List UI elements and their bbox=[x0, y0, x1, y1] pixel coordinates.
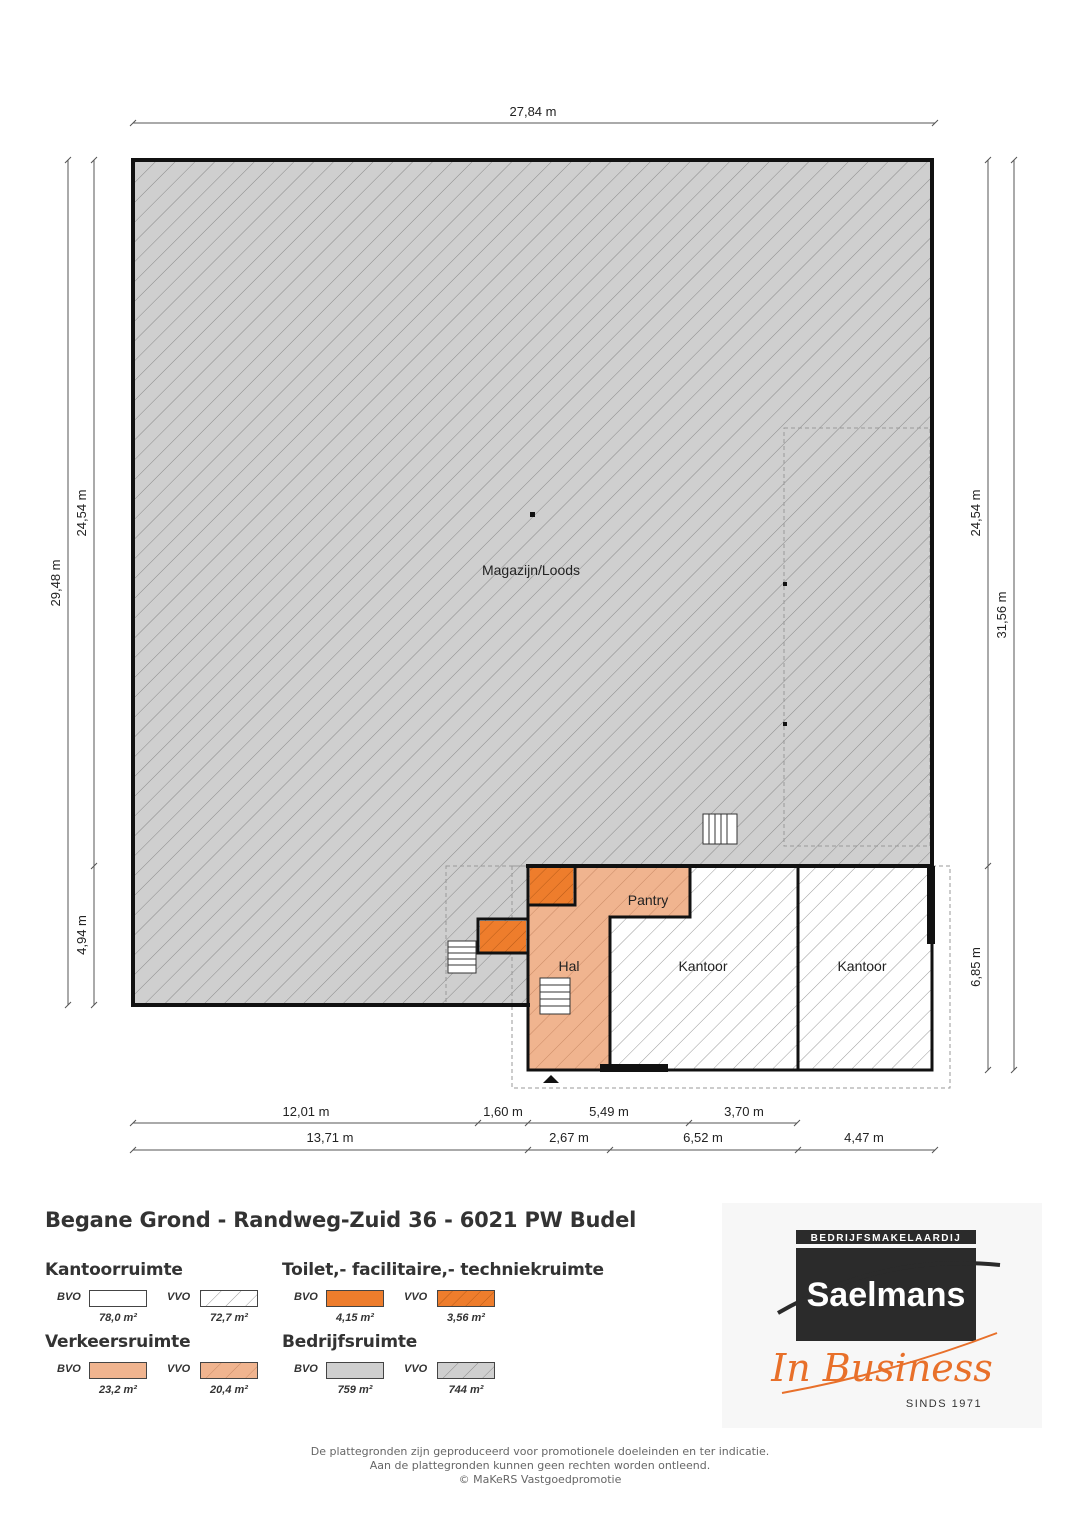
swatch-toilet-vvo bbox=[437, 1290, 495, 1307]
dim-right-upper: 24,54 m bbox=[968, 489, 983, 537]
bvo-value: 23,2 m² bbox=[99, 1384, 137, 1396]
legend-toilet bbox=[282, 1260, 604, 1332]
bvo-label: BVO bbox=[294, 1291, 318, 1303]
column-marker bbox=[530, 512, 535, 517]
swatch-traffic-bvo bbox=[89, 1362, 147, 1379]
logo-top-text: BEDRIJFSMAKELAARDIJ bbox=[810, 1233, 962, 1244]
bvo-value: 4,15 m² bbox=[336, 1312, 374, 1324]
dim-right-lower: 6,85 m bbox=[968, 947, 983, 987]
column-marker bbox=[783, 582, 787, 586]
bvo-label: BVO bbox=[57, 1363, 81, 1375]
dim-bottom-row2-3: 6,52 m bbox=[683, 1130, 723, 1145]
wall-block bbox=[600, 1064, 668, 1072]
room-label-office-1: Kantoor bbox=[678, 958, 728, 974]
swatch-office-bvo bbox=[89, 1290, 147, 1307]
legend-heading: Toilet,- facilitaire,- techniekruimte bbox=[282, 1260, 604, 1280]
footer-line-2: Aan de plattegronden kunnen geen rechten worden ontleend. bbox=[369, 1459, 711, 1472]
footer-line-1: De plattegronden zijn geproduceerd voor promotionele doeleinden en ter indicatie. bbox=[310, 1445, 770, 1458]
toilet-2 bbox=[480, 921, 526, 953]
dim-bottom-row2-4: 4,47 m bbox=[844, 1130, 884, 1145]
logo-since-text: SINDS 1971 bbox=[905, 1398, 983, 1410]
toilet-1 bbox=[530, 867, 573, 905]
page-title: Begane Grond - Randweg-Zuid 36 - 6021 PW Budel bbox=[45, 1208, 637, 1232]
legend-office bbox=[45, 1260, 248, 1332]
column-marker bbox=[783, 722, 787, 726]
room-label-office-2: Kantoor bbox=[837, 958, 887, 974]
bvo-label: BVO bbox=[294, 1363, 318, 1375]
footer-disclaimer bbox=[0, 1445, 1080, 1487]
room-label-hall: Hal bbox=[558, 958, 580, 974]
vvo-label: VVO bbox=[404, 1363, 428, 1375]
dim-top-width: 27,84 m bbox=[509, 104, 557, 119]
dim-right-outer: 31,56 m bbox=[994, 591, 1009, 639]
room-label-pantry: Pantry bbox=[627, 892, 669, 908]
bvo-value: 759 m² bbox=[337, 1384, 373, 1396]
vvo-value: 744 m² bbox=[448, 1384, 484, 1396]
vvo-label: VVO bbox=[167, 1291, 191, 1303]
dim-bottom-row1-3: 5,49 m bbox=[589, 1104, 629, 1119]
footer-line-3: © MaKeRS Vastgoedpromotie bbox=[458, 1473, 622, 1486]
swatch-toilet-bvo bbox=[326, 1290, 384, 1307]
swatch-business-bvo bbox=[326, 1362, 384, 1379]
swatch-office-vvo bbox=[200, 1290, 258, 1307]
legend-business bbox=[282, 1332, 484, 1404]
logo-script-text: In Business bbox=[771, 1346, 993, 1390]
entrance-arrow-icon bbox=[543, 1075, 559, 1083]
legend-heading: Verkeersruimte bbox=[45, 1332, 191, 1352]
vvo-value: 3,56 m² bbox=[447, 1312, 485, 1324]
dim-bottom-row2-2: 2,67 m bbox=[549, 1130, 589, 1145]
swatch-traffic-vvo bbox=[200, 1362, 258, 1379]
vvo-label: VVO bbox=[167, 1363, 191, 1375]
legend-heading: Kantoorruimte bbox=[45, 1260, 183, 1280]
dim-bottom-row1-2: 1,60 m bbox=[483, 1104, 523, 1119]
dim-left-lower: 4,94 m bbox=[74, 915, 89, 955]
vvo-label: VVO bbox=[404, 1291, 428, 1303]
bvo-value: 78,0 m² bbox=[99, 1312, 137, 1324]
dim-left-upper: 24,54 m bbox=[74, 489, 89, 537]
dim-left-outer: 29,48 m bbox=[48, 559, 63, 607]
logo-name-text: Saelmans bbox=[806, 1276, 966, 1314]
dim-bottom-row1-1: 12,01 m bbox=[282, 1104, 330, 1119]
dim-bottom-row2-1: 13,71 m bbox=[306, 1130, 354, 1145]
vvo-value: 20,4 m² bbox=[210, 1384, 248, 1396]
company-logo bbox=[722, 1203, 1042, 1428]
legend-traffic bbox=[45, 1332, 248, 1404]
legend-heading: Bedrijfsruimte bbox=[282, 1332, 418, 1352]
room-label-warehouse: Magazijn/Loods bbox=[481, 562, 581, 578]
wall-block-right bbox=[927, 866, 935, 944]
vvo-value: 72,7 m² bbox=[210, 1312, 248, 1324]
swatch-business-vvo bbox=[437, 1362, 495, 1379]
bvo-label: BVO bbox=[57, 1291, 81, 1303]
dim-bottom-row1-4: 3,70 m bbox=[724, 1104, 764, 1119]
